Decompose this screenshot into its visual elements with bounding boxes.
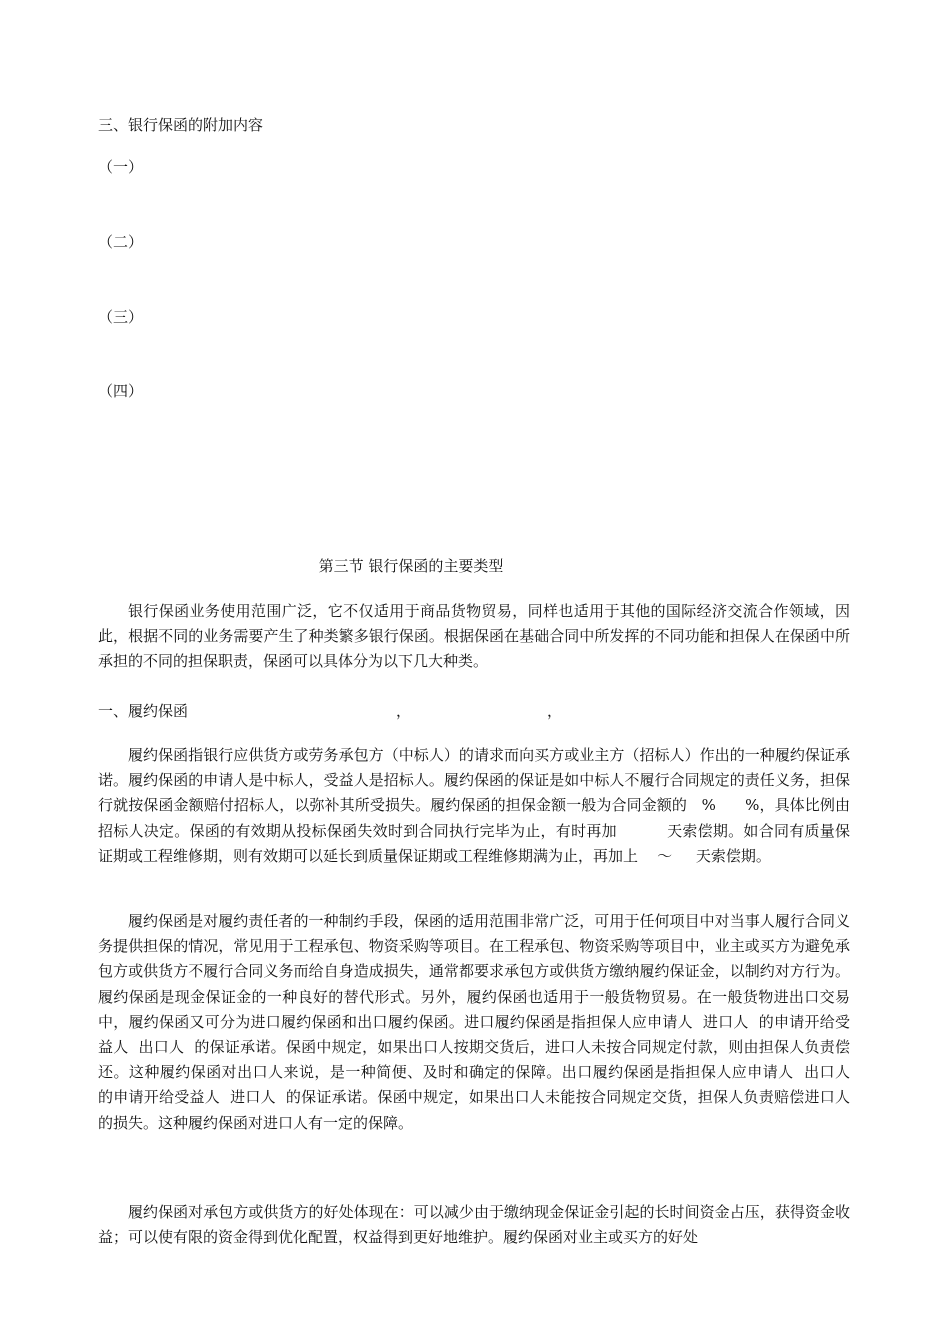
subsection-item-3: （三） <box>98 308 144 326</box>
performance-paragraph-3: 履约保函对承包方或供货方的好处体现在：可以减少由于缴纳现金保证金引起的长时间资金占压，获得资金收益；可以使有限的资金得到优化配置，权益得到更好地维护。履约保函对业主或买方的好处 <box>98 1203 850 1247</box>
performance-heading: 一、履约保函 <box>98 702 189 720</box>
section-heading: 三、银行保函的附加内容 <box>98 116 264 134</box>
subsection-item-1: （一） <box>98 158 144 176</box>
chapter-title: 第三节 银行保函的主要类型 <box>318 557 504 575</box>
intro-paragraph: 银行保函业务使用范围广泛，它不仅适用于商品货物贸易，同样也适用于其他的国际经济交流合作领域，因此，根据不同的业务需要产生了种类繁多银行保函。根据保函在基础合同中所发挥的不同功能和担保人在保函中所承担的不同的担保职责，保函可以具体分为以下几大种类。 <box>98 602 850 671</box>
performance-paragraph-1: 履约保函指银行应供货方或劳务承包方（中标人）的请求而向买方或业主方（招标人）作出的一种履约保证承诺。履约保函的申请人是中标人，受益人是招标人。履约保函的保证是如中标人不履行合同规定的责任义务，担保行就按保函金额赔付招标人，以弥补其所受损失。履约保函的担保金额一般为合同金额的 % %，具体比例由招标人决定。保函的有效期从投标保函失效时到合同执行完毕为止，有时再加 天索偿期。如合同有质量保证期或工程维修期，则有效期可以延长到质量保证期或工程维修期满为止，再加上 ～ 天索偿期。 <box>98 746 850 865</box>
subsection-item-2: （二） <box>98 233 144 251</box>
performance-paragraph-2: 履约保函是对履约责任者的一种制约手段，保函的适用范围非常广泛，可用于任何项目中对当事人履行合同义务提供担保的情况，常见用于工程承包、物资采购等项目。在工程承包、物资采购等项目中，业主或买方为避免承包方或供货方不履行合同义务而给自身造成损失，通常都要求承包方或供货方缴纳履约保证金，以制约对方行为。履约保函是现金保证金的一种良好的替代形式。另外，履约保函也适用于一般货物贸易。在一般货物进出口交易中，履约保函又可分为进口履约保函和出口履约保函。进口履约保函是指担保人应申请人 进口人 的申请开给受益人 出口人 的保证承诺。保函中规定，如果出口人按期交货后，进口人未按合同规定付款，则由担保人负责偿还。这种履约保函对出口人来说，是一种简便、及时和确定的保障。出口履约保函是指担保人应申请人 出口人 的申请开给受益人 进口人 的保证承诺。保函中规定，如果出口人未能按合同规定交货，担保人负责赔偿进口人的损失。这种履约保函对进口人有一定的保障。 <box>98 912 860 1132</box>
subsection-item-4: （四） <box>98 382 144 400</box>
heading-comma-2: ， <box>547 702 563 720</box>
heading-comma-1: ， <box>396 702 412 720</box>
